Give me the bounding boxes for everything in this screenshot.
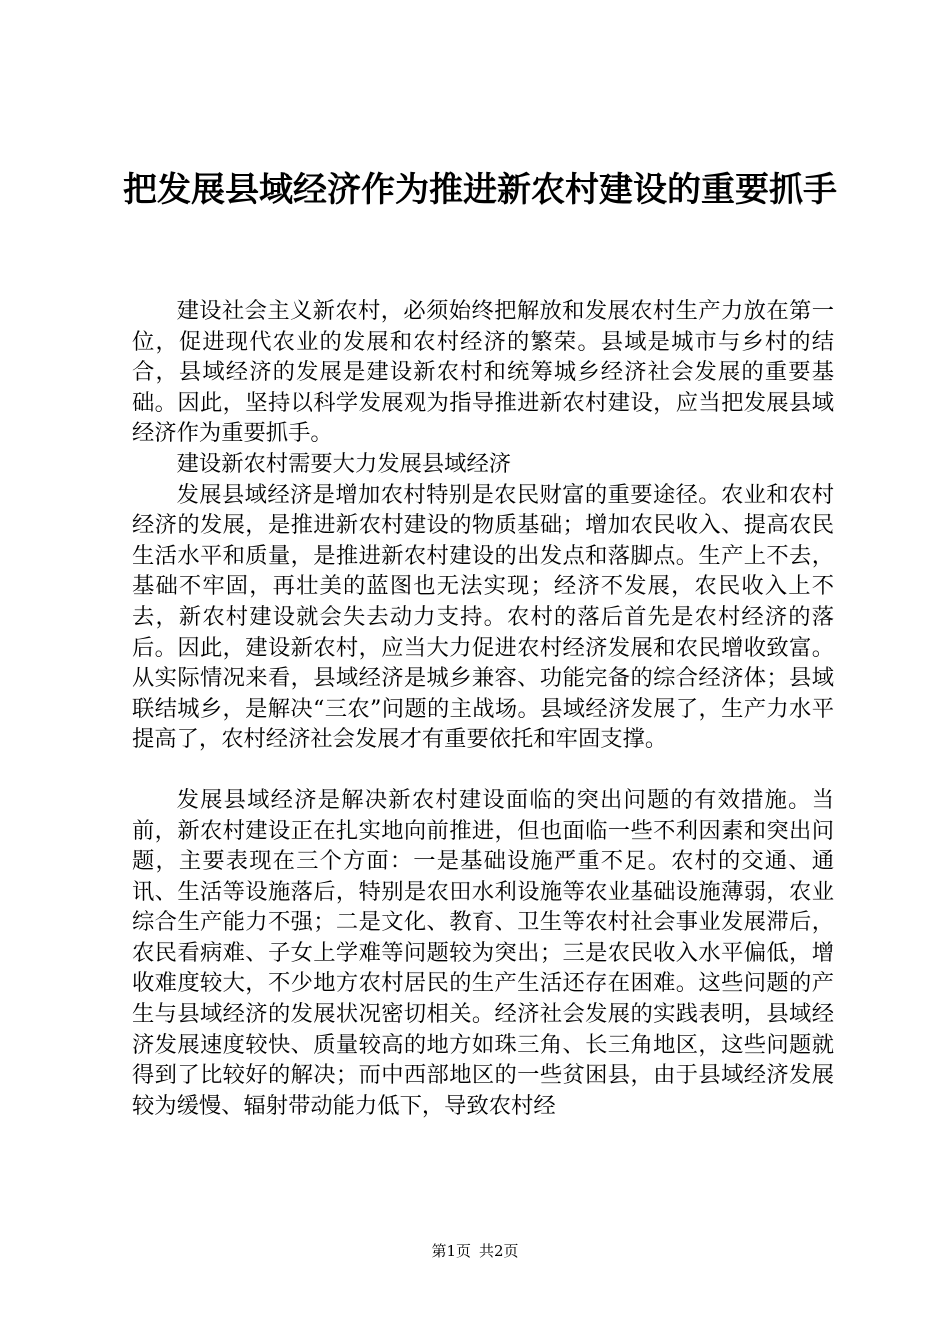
document-title: 把发展县域经济作为推进新农村建设的重要抓手 bbox=[123, 170, 837, 210]
page-number: 第1页 bbox=[431, 1242, 471, 1260]
document-body bbox=[132, 296, 834, 1121]
section-heading: 建设新农村需要大力发展县域经济 bbox=[176, 450, 512, 477]
paragraph-problems: 发展县域经济是解决新农村建设面临的突出问题的有效措施。当前，新农村建设正在扎实地向前推进，但也面临一些不利因素和突出问题，主要表现在三个方面：一是基础设施严重不足。农村的交通、通讯、生活等设施落后，特别是农田水利设施等农业基础设施薄弱，农业综合生产能力不强；二是文化、教育、卫生等农村社会事业发展滞后，农民看病难、子女上学难等问题较为突出；三是农民收入水平偏低，增收难度较大，不少地方农村居民的生产生活还存在困难。这些问题的产生与县域经济的发展状况密切相关。经济社会发展的实践表明，县域经济发展速度较快、质量较高的地方如珠三角、长三角地区，这些问题就得到了比较好的解决；而中西部地区的一些贫困县，由于县域经济发展较为缓慢、辐射带动能力低下，导致农村经 bbox=[132, 786, 834, 1119]
page-total: 共2页 bbox=[479, 1242, 519, 1260]
page-footer bbox=[0, 1241, 950, 1261]
paragraph-intro: 建设社会主义新农村，必须始终把解放和发展农村生产力放在第一位，促进现代农业的发展和农村经济的繁荣。县域是城市与乡村的结合，县域经济的发展是建设新农村和统筹城乡经济社会发展的重要基础。因此，坚持以科学发展观为指导推进新农村建设，应当把发展县域经济作为重要抓手。 bbox=[132, 298, 834, 447]
paragraph-wealth: 发展县域经济是增加农村特别是农民财富的重要途径。农业和农村经济的发展，是推进新农村建设的物质基础；增加农民收入、提高农民生活水平和质量，是推进新农村建设的出发点和落脚点。生产上不去，基础不牢固，再壮美的蓝图也无法实现；经济不发展，农民收入上不去，新农村建设就会失去动力支持。农村的落后首先是农村经济的落后。因此，建设新农村，应当大力促进农村经济发展和农民增收致富。从实际情况来看，县域经济是城乡兼容、功能完备的综合经济体；县域联结城乡，是解决“三农”问题的主战场。县域经济发展了，生产力水平提高了，农村经济社会发展才有重要依托和牢固支撑。 bbox=[132, 481, 834, 753]
paragraph-gap bbox=[132, 755, 834, 785]
